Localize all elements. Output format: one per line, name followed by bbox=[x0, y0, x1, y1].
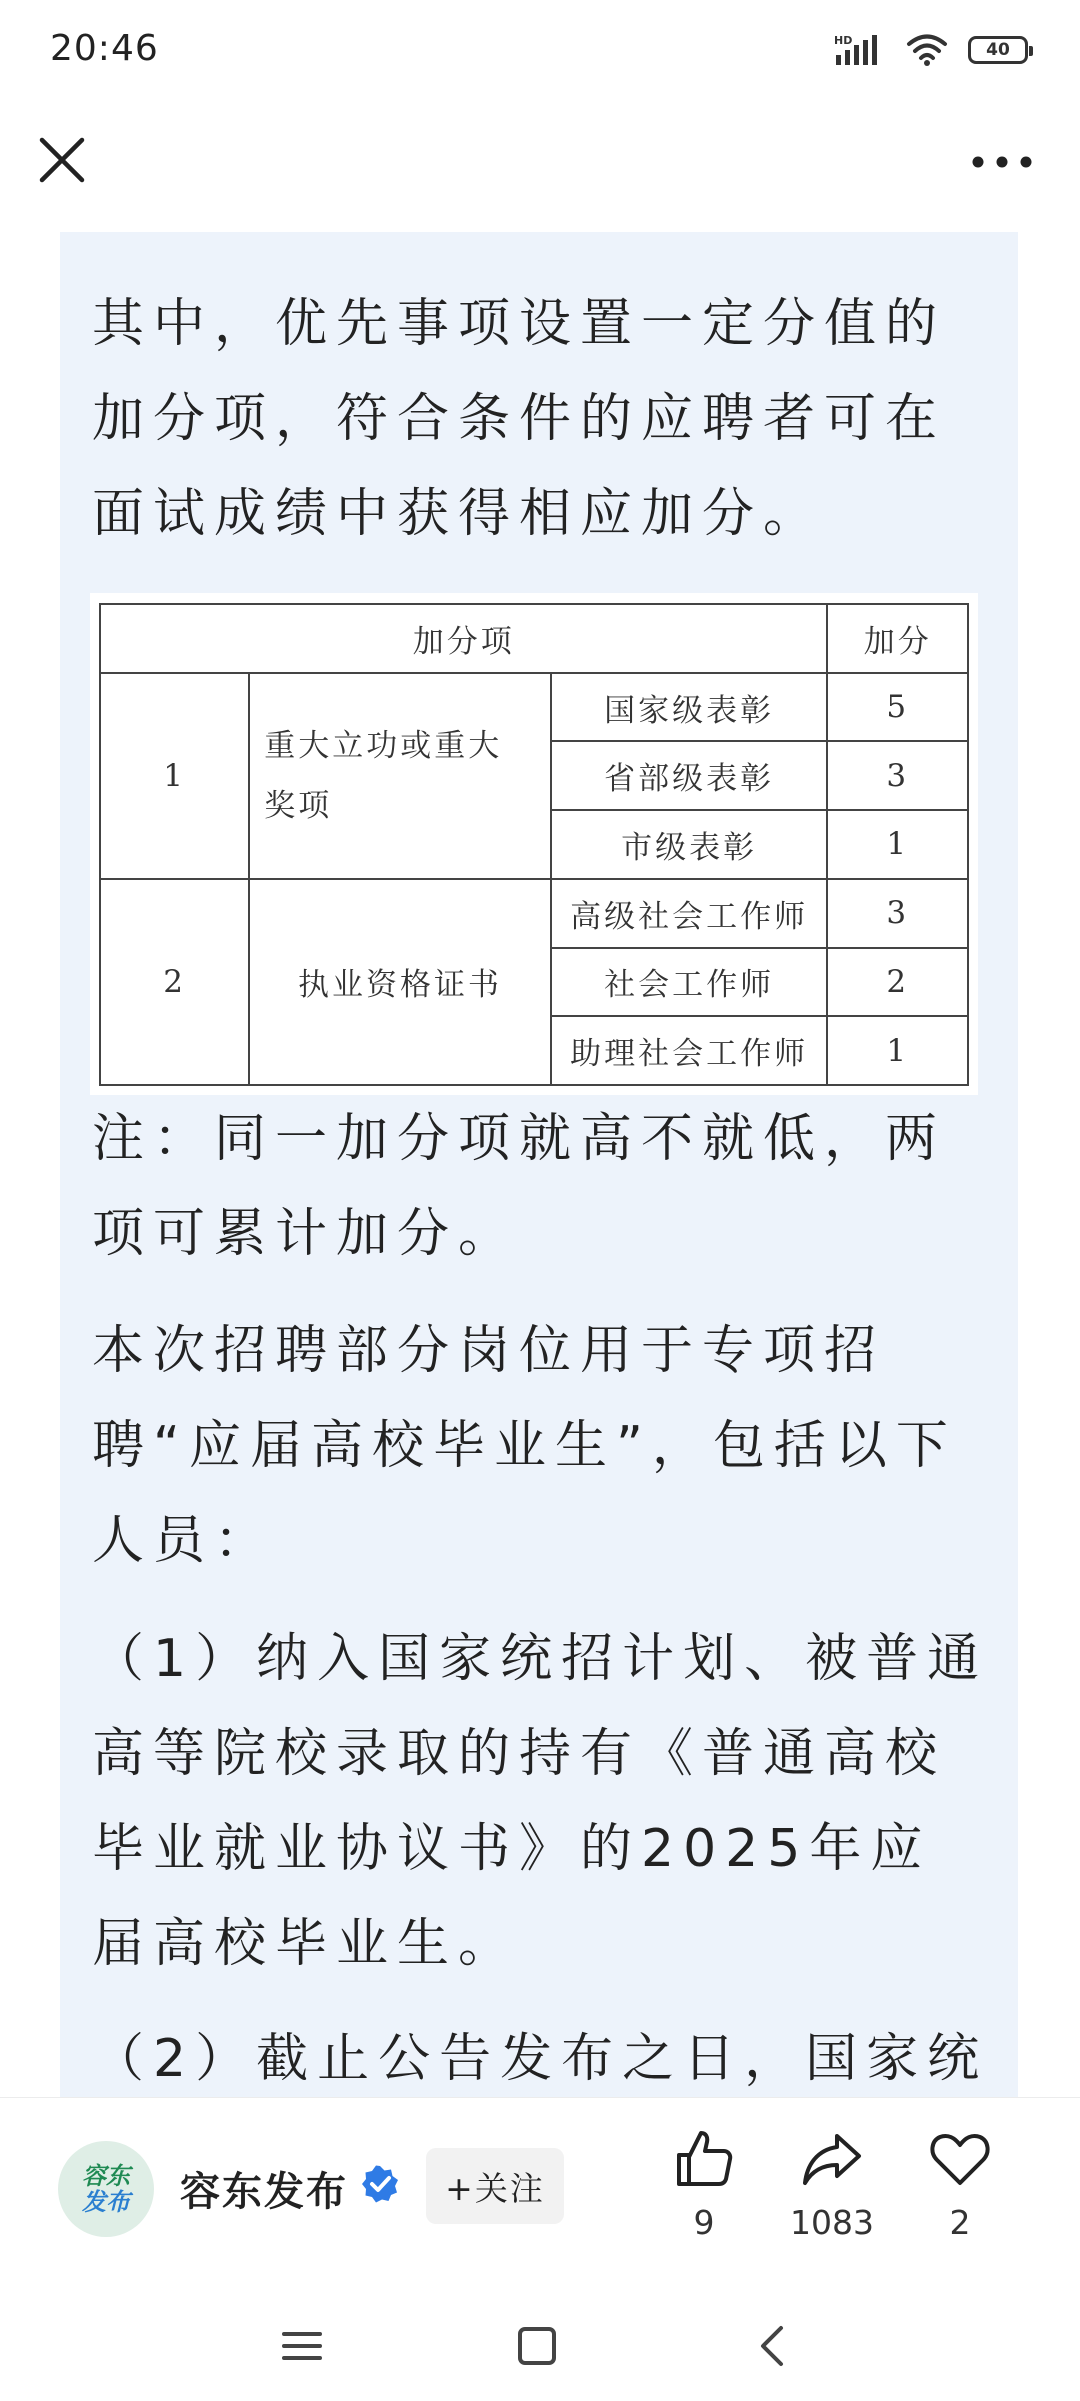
bonus-table bbox=[99, 603, 969, 1086]
article-paragraph: 本次招聘部分岗位用于专项招聘“应届高校毕业生”，包括以下人员： bbox=[92, 1321, 957, 1571]
system-nav-bar bbox=[0, 2291, 1080, 2401]
status-icons bbox=[834, 30, 1028, 70]
share-count: 1083 bbox=[790, 2203, 874, 2242]
table-cell-number: 1 bbox=[100, 673, 249, 879]
article-note: 注：同一加分项就高不就低，两项可累计加分。 bbox=[92, 1109, 947, 1264]
table-header-row bbox=[100, 604, 968, 673]
back-icon[interactable] bbox=[743, 2316, 803, 2376]
menu-icon[interactable] bbox=[272, 2316, 332, 2376]
article-paragraph: （2）截止公告发布之日，国家统 bbox=[92, 2029, 989, 2089]
share-icon bbox=[801, 2128, 863, 2190]
svg-text:HD: HD bbox=[834, 34, 853, 47]
favorite-count: 2 bbox=[949, 2203, 971, 2242]
follow-button[interactable]: +关注 bbox=[426, 2148, 564, 2224]
table-cell-category: 执业资格证书 bbox=[249, 879, 551, 1085]
table-cell-score: 3 bbox=[827, 741, 968, 810]
table-cell-score: 3 bbox=[827, 879, 968, 948]
table-cell-score: 2 bbox=[827, 948, 968, 1017]
thumbs-up-icon bbox=[673, 2128, 735, 2190]
battery-level: 40 bbox=[986, 40, 1010, 60]
favorite-button[interactable] bbox=[880, 2128, 1040, 2248]
battery-icon bbox=[968, 36, 1028, 64]
table-header-cell: 加分项 bbox=[100, 604, 827, 673]
status-bar bbox=[0, 0, 1080, 100]
table-cell-score: 1 bbox=[827, 810, 968, 879]
avatar-text: 发布 bbox=[82, 2188, 130, 2216]
home-icon[interactable] bbox=[507, 2316, 567, 2376]
table-cell-score: 1 bbox=[827, 1016, 968, 1085]
verified-badge-icon bbox=[360, 2164, 400, 2204]
table-cell-number: 2 bbox=[100, 879, 249, 1085]
table-cell-item: 省部级表彰 bbox=[551, 741, 828, 810]
bonus-table-image bbox=[90, 593, 978, 1095]
heart-icon bbox=[929, 2128, 991, 2190]
more-icon[interactable] bbox=[970, 150, 1034, 174]
signal-icon bbox=[834, 33, 886, 67]
table-header-cell: 加分 bbox=[827, 604, 968, 673]
wifi-icon bbox=[906, 33, 948, 67]
avatar[interactable] bbox=[58, 2141, 154, 2237]
table-row bbox=[100, 879, 968, 948]
table-cell-item: 社会工作师 bbox=[551, 948, 828, 1017]
like-count: 9 bbox=[693, 2203, 715, 2242]
article-content bbox=[60, 232, 1018, 2097]
table-cell-category: 重大立功或重大奖项 bbox=[249, 673, 551, 879]
table-cell-item: 高级社会工作师 bbox=[551, 879, 828, 948]
article-paragraph: 其中，优先事项设置一定分值的加分项，符合条件的应聘者可在面试成绩中获得相应加分。 bbox=[92, 294, 947, 544]
top-bar bbox=[0, 100, 1080, 232]
table-row bbox=[100, 673, 968, 742]
bottom-action-bar bbox=[0, 2097, 1080, 2292]
table-cell-item: 市级表彰 bbox=[551, 810, 828, 879]
article-paragraph: （1）纳入国家统招计划、被普通高等院校录取的持有《普通高校毕业就业协议书》的2025年应届高校毕业生。 bbox=[92, 1629, 989, 1974]
table-cell-item: 助理社会工作师 bbox=[551, 1016, 828, 1085]
avatar-text: 容东 bbox=[82, 2162, 130, 2190]
account-name[interactable]: 容东发布 bbox=[180, 2169, 348, 2215]
table-cell-item: 国家级表彰 bbox=[551, 673, 828, 742]
table-cell-score: 5 bbox=[827, 673, 968, 742]
status-time: 20:46 bbox=[50, 28, 159, 69]
close-icon[interactable] bbox=[34, 132, 90, 188]
